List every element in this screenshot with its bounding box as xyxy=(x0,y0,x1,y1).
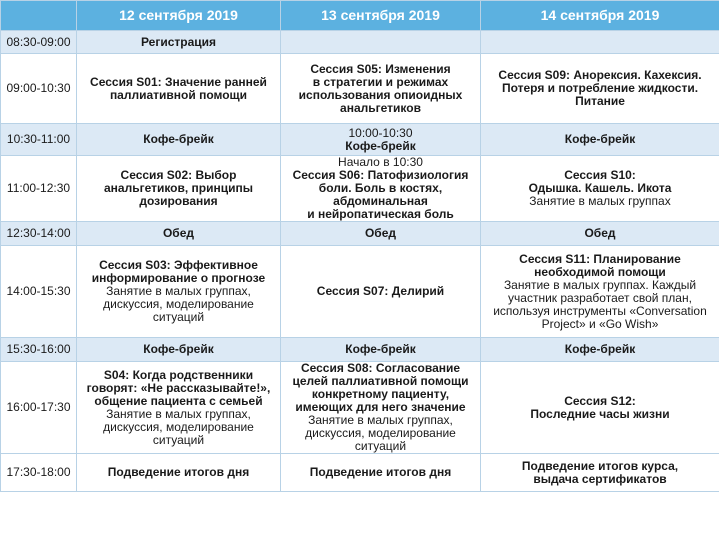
session-description: Занятие в малых группах xyxy=(529,194,671,208)
session-title: Кофе-брейк xyxy=(564,132,636,146)
session-title: Кофе-брейк xyxy=(143,342,214,356)
session-time-note: 10:00-10:30 xyxy=(348,125,413,140)
session-title: Сессия S11: Планирование необходимой помощи xyxy=(519,251,681,279)
session-title: Сессия S06: Патофизиология боли. Боль в костях, абдоминальная и нейропатическая боль xyxy=(292,168,469,221)
schedule-row xyxy=(1,31,719,54)
time-cell: 11:00-12:30 xyxy=(1,156,77,222)
session-cell xyxy=(281,246,481,338)
session-title: Сессия S08: Согласование целей паллиативной помощи конкретному пациенту, имеющих для него значение xyxy=(292,361,469,414)
session-cell xyxy=(481,246,719,338)
session-description: Занятие в малых группах. Каждый участник разработает свой план, используя инструменты «Conversation Project» и «Go Wish» xyxy=(493,277,707,331)
time-cell: 09:00-10:30 xyxy=(1,54,77,124)
session-cell xyxy=(77,31,281,54)
session-title: Кофе-брейк xyxy=(143,132,214,146)
session-description: Занятие в малых группах, дискуссия, моделирование ситуаций xyxy=(305,413,456,453)
session-cell xyxy=(481,454,719,492)
header-row xyxy=(1,1,719,31)
time-cell: 15:30-16:00 xyxy=(1,338,77,362)
schedule-row xyxy=(1,156,719,222)
session-cell xyxy=(77,246,281,338)
session-cell xyxy=(281,222,481,246)
session-cell xyxy=(77,362,281,454)
session-cell xyxy=(77,54,281,124)
session-description: Занятие в малых группах, дискуссия, моделирование ситуаций xyxy=(103,284,254,324)
schedule-row xyxy=(1,338,719,362)
session-title: Обед xyxy=(584,226,616,240)
session-cell xyxy=(481,156,719,222)
session-title: Регистрация xyxy=(140,34,217,49)
session-title: Сессия S12: Последние часы жизни xyxy=(530,393,670,421)
session-cell xyxy=(77,156,281,222)
session-cell xyxy=(77,454,281,492)
schedule-row xyxy=(1,124,719,156)
session-cell xyxy=(281,338,481,362)
session-description: Занятие в малых группах, дискуссия, моделирование ситуаций xyxy=(103,406,254,447)
session-title: Сессия S09: Анорексия. Кахексия. Потеря и потребление жидкости. Питание xyxy=(498,68,702,108)
schedule-row xyxy=(1,454,719,492)
session-title: Сессия S05: Изменения в стратегии и режимах использования опиоидных анальгетиков xyxy=(298,61,463,115)
schedule-row xyxy=(1,222,719,246)
session-title: Сессия S10: Одышка. Кашель. Икота xyxy=(528,168,672,195)
session-cell xyxy=(481,124,719,156)
time-cell: 16:00-17:30 xyxy=(1,362,77,454)
session-cell xyxy=(281,454,481,492)
session-title: Сессия S01: Значение ранней паллиативной помощи xyxy=(90,74,267,102)
session-cell xyxy=(77,338,281,362)
time-cell: 12:30-14:00 xyxy=(1,222,77,246)
schedule-row xyxy=(1,54,719,124)
header-day-2: 13 сентября 2019 xyxy=(281,1,481,31)
session-cell xyxy=(281,362,481,454)
session-title: Сессия S03: Эффективное информирование о прогнозе xyxy=(91,258,266,285)
session-cell xyxy=(481,31,719,54)
session-cell xyxy=(281,156,481,222)
session-cell xyxy=(481,222,719,246)
session-title: Кофе-брейк xyxy=(345,138,416,153)
session-title: S04: Когда родственники говорят: «Не рассказывайте!», общение пациента с семьей xyxy=(86,367,271,408)
session-title: Сессия S02: Выбор анальгетиков, принципы дозирования xyxy=(103,168,254,208)
session-cell xyxy=(281,54,481,124)
time-cell: 10:30-11:00 xyxy=(1,124,77,156)
time-cell: 08:30-09:00 xyxy=(1,31,77,54)
schedule-row xyxy=(1,246,719,338)
session-time-note: Начало в 10:30 xyxy=(338,155,423,169)
session-title: Обед xyxy=(162,226,195,240)
session-cell xyxy=(281,124,481,156)
session-title: Кофе-брейк xyxy=(564,342,636,356)
header-day-3: 14 сентября 2019 xyxy=(481,1,719,31)
session-cell xyxy=(77,222,281,246)
session-title: Подведение итогов дня xyxy=(309,465,452,479)
session-title: Обед xyxy=(364,226,397,240)
session-cell xyxy=(481,362,719,454)
session-title: Подведение итогов курса, выдача сертификатов xyxy=(521,458,679,486)
session-cell xyxy=(481,338,719,362)
header-corner xyxy=(1,1,77,31)
time-cell: 14:00-15:30 xyxy=(1,246,77,338)
schedule-body xyxy=(1,31,719,492)
session-cell xyxy=(481,54,719,124)
session-cell xyxy=(77,124,281,156)
schedule-row xyxy=(1,362,719,454)
header-day-1: 12 сентября 2019 xyxy=(77,1,281,31)
session-cell xyxy=(281,31,481,54)
time-cell: 17:30-18:00 xyxy=(1,454,77,492)
session-title: Кофе-брейк xyxy=(345,342,416,356)
session-title: Сессия S07: Делирий xyxy=(316,284,445,298)
session-title: Подведение итогов дня xyxy=(107,465,250,479)
